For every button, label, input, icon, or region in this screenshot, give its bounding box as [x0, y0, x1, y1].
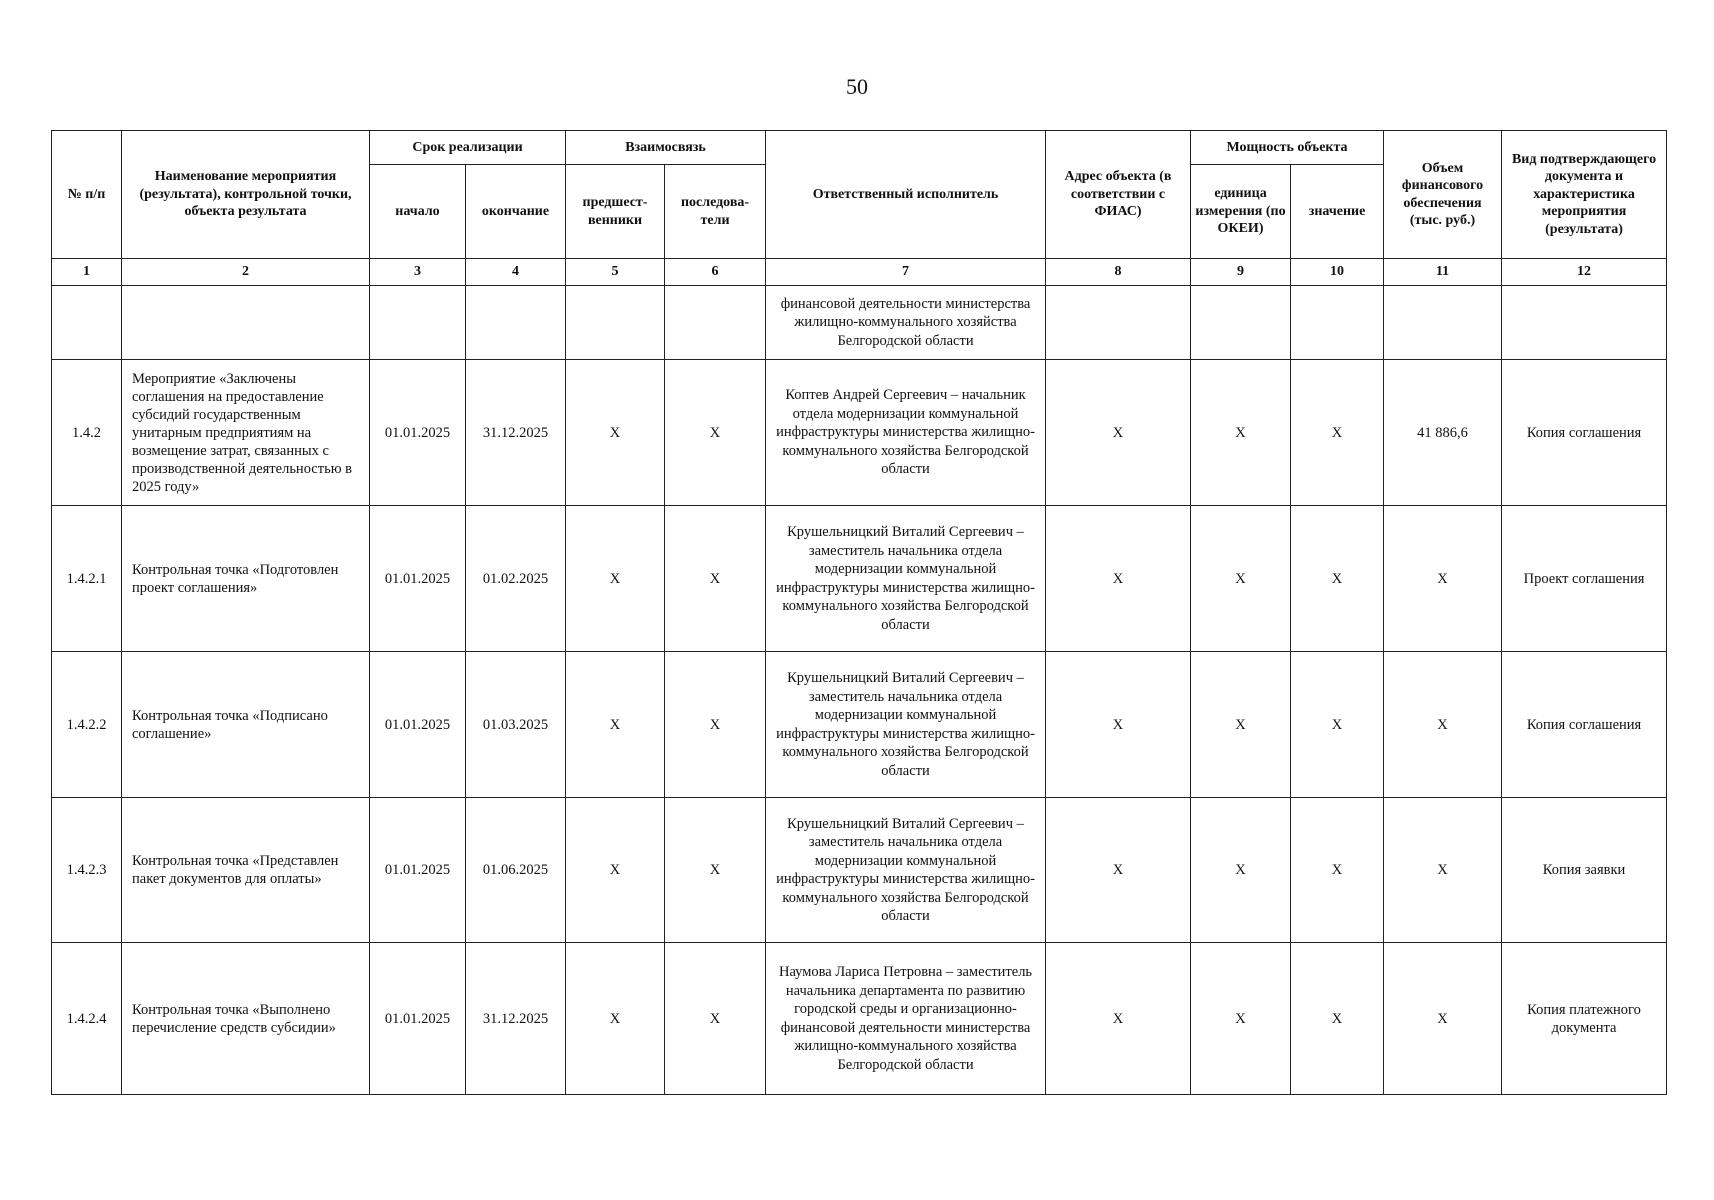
cell-name: Контрольная точка «Подписано соглашение»: [122, 652, 370, 798]
cell-num: 1.4.2.1: [52, 506, 122, 652]
cell-unit: X: [1191, 943, 1291, 1095]
header-capacity-value: значение: [1291, 165, 1384, 259]
cell-start: 01.01.2025: [370, 798, 466, 943]
cell-finance: 41 886,6: [1384, 360, 1502, 506]
header-document: Вид подтверждающего документа и характеристика мероприятия (результата): [1502, 131, 1667, 259]
column-number: 3: [370, 259, 466, 286]
cell-succ: X: [665, 943, 766, 1095]
header-num: № п/п: [52, 131, 122, 259]
cell-finance: X: [1384, 506, 1502, 652]
cell-value: X: [1291, 798, 1384, 943]
cell-unit: X: [1191, 506, 1291, 652]
header-period-end: окончание: [466, 165, 566, 259]
cell-num: 1.4.2.3: [52, 798, 122, 943]
table-row: [52, 286, 1667, 360]
cell-unit: [1191, 286, 1291, 360]
cell-succ: X: [665, 506, 766, 652]
column-number: 11: [1384, 259, 1502, 286]
cell-responsible: Наумова Лариса Петровна – заместитель начальника департамента по развитию городской среды и организационно-финансовой деятельности министерства жилищно-коммунального хозяйства Белгородской области: [766, 943, 1046, 1095]
cell-unit: X: [1191, 652, 1291, 798]
cell-end: 31.12.2025: [466, 943, 566, 1095]
cell-document: Копия соглашения: [1502, 360, 1667, 506]
header-finance: Объем финансового обеспечения (тыс. руб.): [1384, 131, 1502, 259]
cell-pred: X: [566, 943, 665, 1095]
cell-end: 31.12.2025: [466, 360, 566, 506]
cell-responsible: Крушельницкий Виталий Сергеевич – заместитель начальника отдела модернизации коммунальной инфраструктуры министерства жилищно-коммунального хозяйства Белгородской области: [766, 798, 1046, 943]
cell-end: 01.02.2025: [466, 506, 566, 652]
cell-value: X: [1291, 652, 1384, 798]
cell-pred: [566, 286, 665, 360]
header-responsible: Ответственный исполнитель: [766, 131, 1046, 259]
header-name: Наименование мероприятия (результата), контрольной точки, объекта результата: [122, 131, 370, 259]
cell-start: 01.01.2025: [370, 943, 466, 1095]
cell-value: X: [1291, 506, 1384, 652]
column-number: 5: [566, 259, 665, 286]
table-row: [52, 652, 1667, 798]
cell-document: Копия соглашения: [1502, 652, 1667, 798]
cell-address: X: [1046, 798, 1191, 943]
column-number: 7: [766, 259, 1046, 286]
column-number: 9: [1191, 259, 1291, 286]
cell-finance: X: [1384, 798, 1502, 943]
column-number-row: [52, 259, 1667, 286]
cell-address: X: [1046, 652, 1191, 798]
cell-name: [122, 286, 370, 360]
cell-succ: [665, 286, 766, 360]
header-link: Взаимосвязь: [566, 131, 766, 165]
cell-succ: X: [665, 798, 766, 943]
header-address: Адрес объекта (в соответствии с ФИАС): [1046, 131, 1191, 259]
cell-name: Контрольная точка «Подготовлен проект соглашения»: [122, 506, 370, 652]
cell-value: X: [1291, 360, 1384, 506]
cell-address: X: [1046, 943, 1191, 1095]
cell-document: [1502, 286, 1667, 360]
header-capacity: Мощность объекта: [1191, 131, 1384, 165]
cell-document: Копия платежного документа: [1502, 943, 1667, 1095]
table-row: [52, 798, 1667, 943]
cell-pred: X: [566, 652, 665, 798]
cell-num: 1.4.2.4: [52, 943, 122, 1095]
plan-table: [51, 130, 1667, 1095]
column-number: 8: [1046, 259, 1191, 286]
cell-end: 01.06.2025: [466, 798, 566, 943]
cell-name: Контрольная точка «Представлен пакет документов для оплаты»: [122, 798, 370, 943]
cell-pred: X: [566, 360, 665, 506]
column-number: 1: [52, 259, 122, 286]
cell-pred: X: [566, 506, 665, 652]
column-number: 2: [122, 259, 370, 286]
cell-num: [52, 286, 122, 360]
cell-finance: [1384, 286, 1502, 360]
cell-responsible: Коптев Андрей Сергеевич – начальник отдела модернизации коммунальной инфраструктуры министерства жилищно-коммунального хозяйства Белгородской области: [766, 360, 1046, 506]
column-number: 12: [1502, 259, 1667, 286]
page-number: 50: [846, 74, 868, 99]
cell-start: 01.01.2025: [370, 360, 466, 506]
cell-end: [466, 286, 566, 360]
header-period: Срок реализации: [370, 131, 566, 165]
cell-address: X: [1046, 506, 1191, 652]
cell-unit: X: [1191, 798, 1291, 943]
cell-finance: X: [1384, 943, 1502, 1095]
column-number: 4: [466, 259, 566, 286]
cell-unit: X: [1191, 360, 1291, 506]
cell-start: 01.01.2025: [370, 652, 466, 798]
cell-num: 1.4.2: [52, 360, 122, 506]
header-link-succ: последова-тели: [665, 165, 766, 259]
cell-name: Контрольная точка «Выполнено перечисление средств субсидии»: [122, 943, 370, 1095]
cell-address: [1046, 286, 1191, 360]
column-number: 10: [1291, 259, 1384, 286]
cell-name: Мероприятие «Заключены соглашения на предоставление субсидий государственным унитарным предприятиям на возмещение затрат, связанных с производственной деятельностью в 2025 году»: [122, 360, 370, 506]
cell-succ: X: [665, 652, 766, 798]
cell-succ: X: [665, 360, 766, 506]
cell-pred: X: [566, 798, 665, 943]
cell-num: 1.4.2.2: [52, 652, 122, 798]
cell-value: [1291, 286, 1384, 360]
cell-responsible: Крушельницкий Виталий Сергеевич – заместитель начальника отдела модернизации коммунальной инфраструктуры министерства жилищно-коммунального хозяйства Белгородской области: [766, 506, 1046, 652]
header-link-pred: предшест-венники: [566, 165, 665, 259]
cell-finance: X: [1384, 652, 1502, 798]
cell-address: X: [1046, 360, 1191, 506]
table-row: [52, 506, 1667, 652]
cell-start: [370, 286, 466, 360]
header-capacity-unit: единица измерения (по ОКЕИ): [1191, 165, 1291, 259]
cell-document: Копия заявки: [1502, 798, 1667, 943]
cell-value: X: [1291, 943, 1384, 1095]
cell-responsible: Крушельницкий Виталий Сергеевич – заместитель начальника отдела модернизации коммунальной инфраструктуры министерства жилищно-коммунального хозяйства Белгородской области: [766, 652, 1046, 798]
table-row: [52, 360, 1667, 506]
cell-document: Проект соглашения: [1502, 506, 1667, 652]
column-number: 6: [665, 259, 766, 286]
cell-responsible: финансовой деятельности министерства жилищно-коммунального хозяйства Белгородской области: [766, 286, 1046, 360]
cell-start: 01.01.2025: [370, 506, 466, 652]
header-period-start: начало: [370, 165, 466, 259]
cell-end: 01.03.2025: [466, 652, 566, 798]
table-row: [52, 943, 1667, 1095]
